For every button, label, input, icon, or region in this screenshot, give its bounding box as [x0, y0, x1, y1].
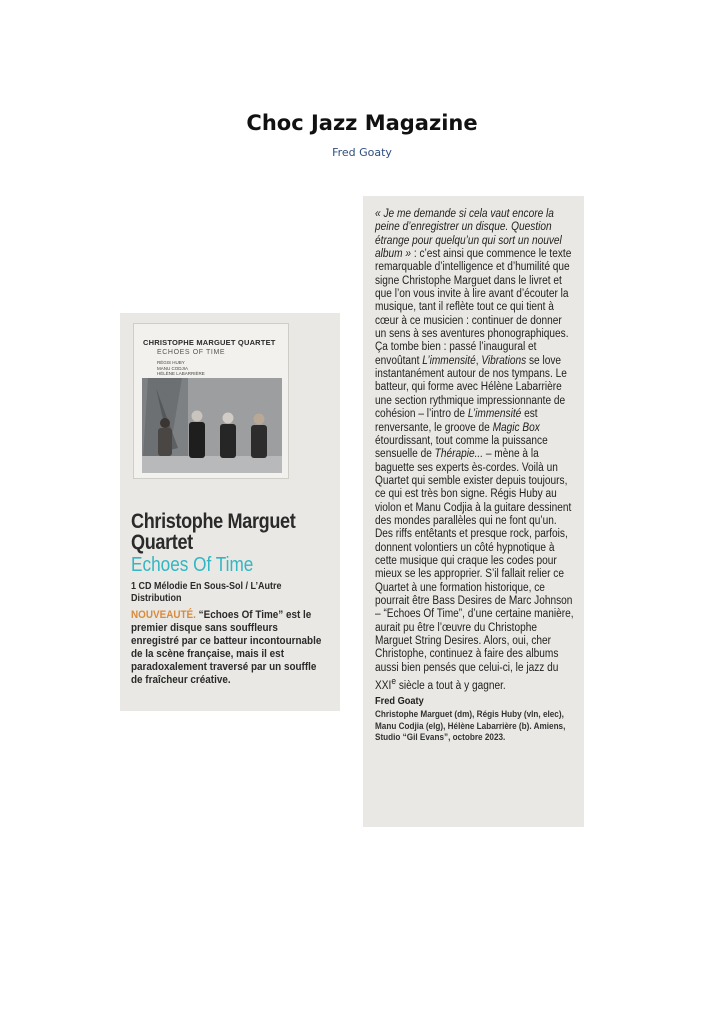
cover-title: CHRISTOPHE MARGUET QUARTET — [143, 338, 276, 347]
cover-credit: MANU CODJIA — [157, 365, 189, 371]
review-text: étourdissant, tout comme la puissance sensuelle de — [375, 434, 548, 461]
review-quote: « Je me demande si cela vaut encore la peine d’enregistrer un disque. Question étrange pour quelqu’un qui sort un nouvel album » — [375, 208, 562, 261]
track-title: Vibrations — [481, 354, 527, 367]
clipping-album-card — [120, 313, 340, 711]
clipping-review-text — [363, 196, 584, 827]
review-album-title: Echoes Of Time — [131, 554, 254, 576]
cover-credit: RÉGIS HUBY — [157, 360, 185, 365]
cover-credit: HÉLÈNE LABARRIÈRE — [157, 371, 205, 377]
review-artist: Christophe Marguet Quartet — [131, 510, 296, 554]
review-text: – mène à la baguette ses experts ès-cordes. Voilà un Quartet qui semble exister depuis toujours, ce qui est très bon signe. Régis Huby au violon et Manu Codjia à la guitare dessinent des mondes parallèles qui ne font qu’un. Des riffs entêtants et presque rock, parfois, donnent volontiers un côté hypnotique à cette musique qui craque les codes pour mieux se les approprier. S’il fallait relier ce Quartet à une formation historique, ce pourrait être Bass Desires de Marc Johnson – “Echoes Of Time”, d’une certaine manière, aurait pu être l’œuvre du Christophe Marguet String Desires. Alors, oui, cher Christophe, continuez à faire des albums aussi bien pensés que celui-ci, le jazz du XXI — [375, 448, 574, 692]
review-summary — [131, 609, 327, 687]
track-title: Magic Box — [492, 421, 540, 434]
track-title: Thérapie... — [434, 448, 484, 461]
page-title: Choc Jazz Magazine — [246, 111, 478, 135]
cover-credits — [157, 360, 205, 377]
review-signature: Fred Goaty — [375, 695, 424, 708]
review-personnel: Christophe Marguet (dm), Régis Huby (vln, elec), Manu Codjia (elg), Hélène Labarrière (b). Amiens, Studio “Gil Evans”, octobre 2023. — [375, 709, 566, 744]
page-author: Fred Goaty — [332, 146, 392, 159]
review-text: : c’est ainsi que commence le texte remarquable d’intelligence et d’humilité que signe Christophe Marguet dans le livret et que l’on vous invite à lire avant d’écouter la musique, tant il reflète tout ce qui tient à cœur à ce musicien : continuer de donner un sens à ses aventures phonographiques. Ça tombe bien : passé l’inaugural et envoûtant — [375, 248, 572, 367]
cover-subtitle: ECHOES OF TIME — [157, 349, 226, 356]
review-text: , — [475, 354, 482, 367]
review-tag: NOUVEAUTÉ. — [131, 609, 196, 621]
band-photo — [142, 378, 282, 473]
track-title: L’immensité — [467, 408, 522, 421]
review-text: est renversante, le groove de — [375, 408, 538, 434]
review-text: se love instantanément autour de nos tympans. Le batteur, qui forme avec Hélène Labarrière une section rythmique impressionnante de cohésion – l’intro de — [375, 354, 567, 421]
superscript: e — [391, 676, 397, 688]
album-cover — [133, 323, 289, 479]
review-body — [375, 208, 574, 693]
review-summary-text: “Echoes Of Time” est le premier disque sans souffleurs enregistré par ce batteur incontournable de la scène française, mais il est paradoxalement traversé par un souffle de fraîcheur créative. — [131, 609, 322, 686]
track-title: L’immensité — [422, 354, 476, 367]
review-label-info: 1 CD Mélodie En Sous-Sol / L’Autre Distribution — [131, 581, 282, 604]
review-text: siècle a tout à y gagner. — [396, 679, 506, 692]
